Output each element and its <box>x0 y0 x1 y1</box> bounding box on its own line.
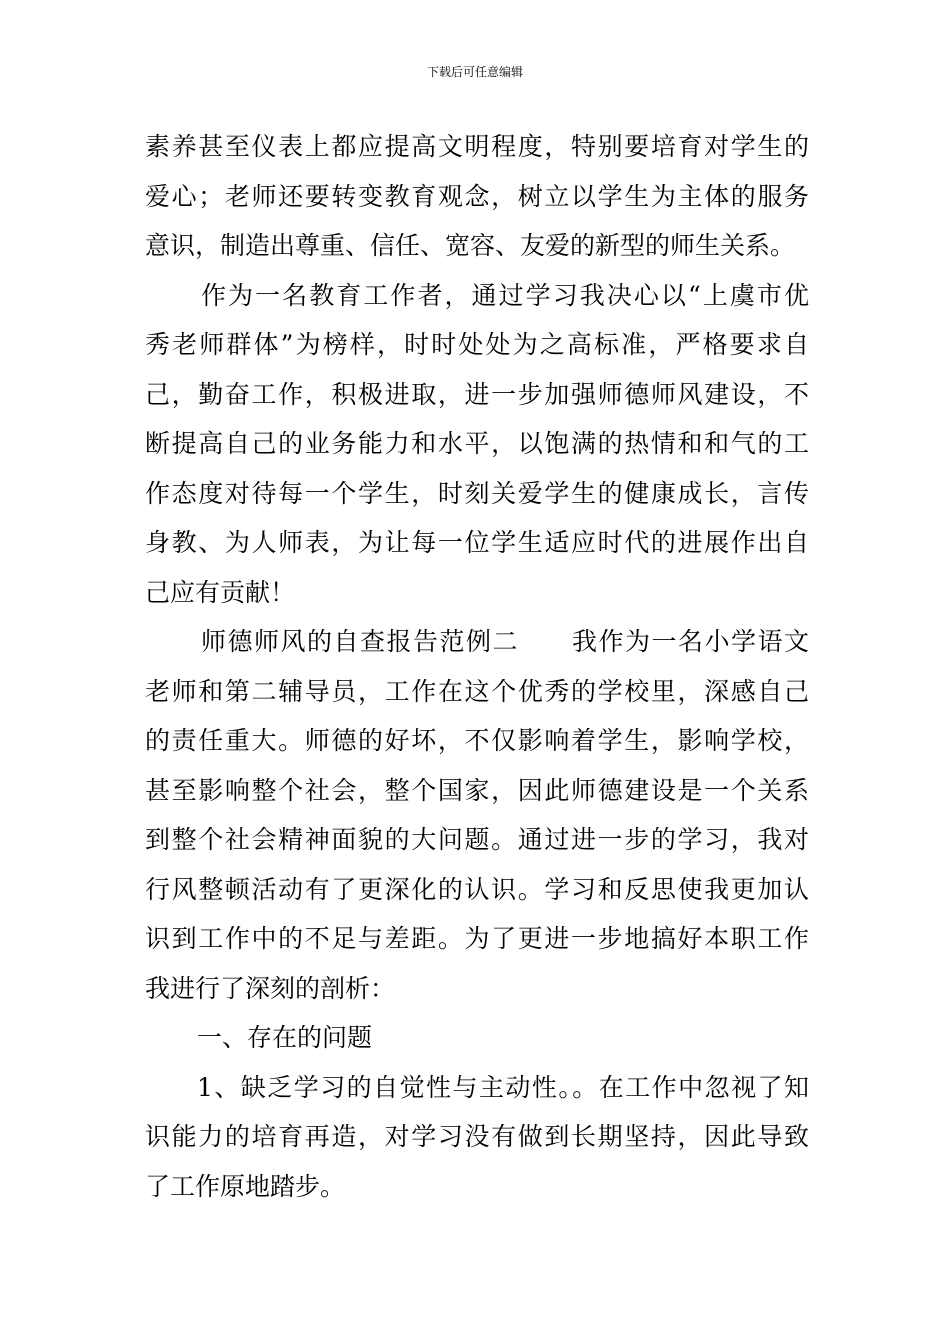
text-line: 的责任重大。师德的好坏，不仅影响着学生，影响学校， <box>145 726 809 755</box>
text-line: 己应有贡献！ <box>145 577 296 607</box>
section-heading: 一、存在的问题 <box>197 1023 373 1052</box>
text-line: 了工作原地踏步。 <box>145 1171 346 1201</box>
text-line: 秀老师群体”为榜样，时时处处为之高标准，严格要求自 <box>145 330 809 359</box>
text-line: 作态度对待每一个学生，时刻关爱学生的健康成长，言传 <box>145 478 809 508</box>
text-line: 素养甚至仪表上都应提高文明程度，特别要培育对学生的 <box>145 132 809 161</box>
paragraph-first-line: 师德师风的自查报告范例二 我作为一名小学语文 <box>201 627 809 656</box>
text-line: 我进行了深刻的剖析： <box>145 973 396 1003</box>
body-text <box>145 122 809 1211</box>
paragraph-first-line: 1、缺乏学习的自觉性与主动性。。在工作中忽视了知 <box>197 1072 809 1102</box>
text-line: 甚至影响整个社会，整个国家，因此师德建设是一个关系 <box>145 775 809 805</box>
text-line: 爱心；老师还要转变教育观念，树立以学生为主体的服务 <box>145 181 809 211</box>
text-line: 身教、为人师表，为让每一位学生适应时代的进展作出自 <box>145 528 809 557</box>
text-line: 己，勤奋工作，积极进取，进一步加强师德师风建设，不 <box>145 379 809 409</box>
text-line: 到整个社会精神面貌的大问题。通过进一步的学习，我对 <box>145 825 809 854</box>
page-header: 下载后可任意编辑 <box>426 65 523 79</box>
text-line: 行风整顿活动有了更深化的认识。学习和反思使我更加认 <box>145 874 809 904</box>
text-line: 断提高自己的业务能力和水平，以饱满的热情和和气的工 <box>145 429 809 458</box>
text-line: 识能力的培育再造，对学习没有做到长期坚持，因此导致 <box>145 1122 809 1151</box>
text-line: 老师和第二辅导员，工作在这个优秀的学校里，深感自己 <box>145 676 809 706</box>
text-line: 意识，制造出尊重、信任、宽容、友爱的新型的师生关系。 <box>145 231 796 260</box>
paragraph-first-line: 作为一名教育工作者，通过学习我决心以“上虞市优 <box>201 280 809 310</box>
text-line: 识到工作中的不足与差距。为了更进一步地搞好本职工作 <box>145 924 809 953</box>
